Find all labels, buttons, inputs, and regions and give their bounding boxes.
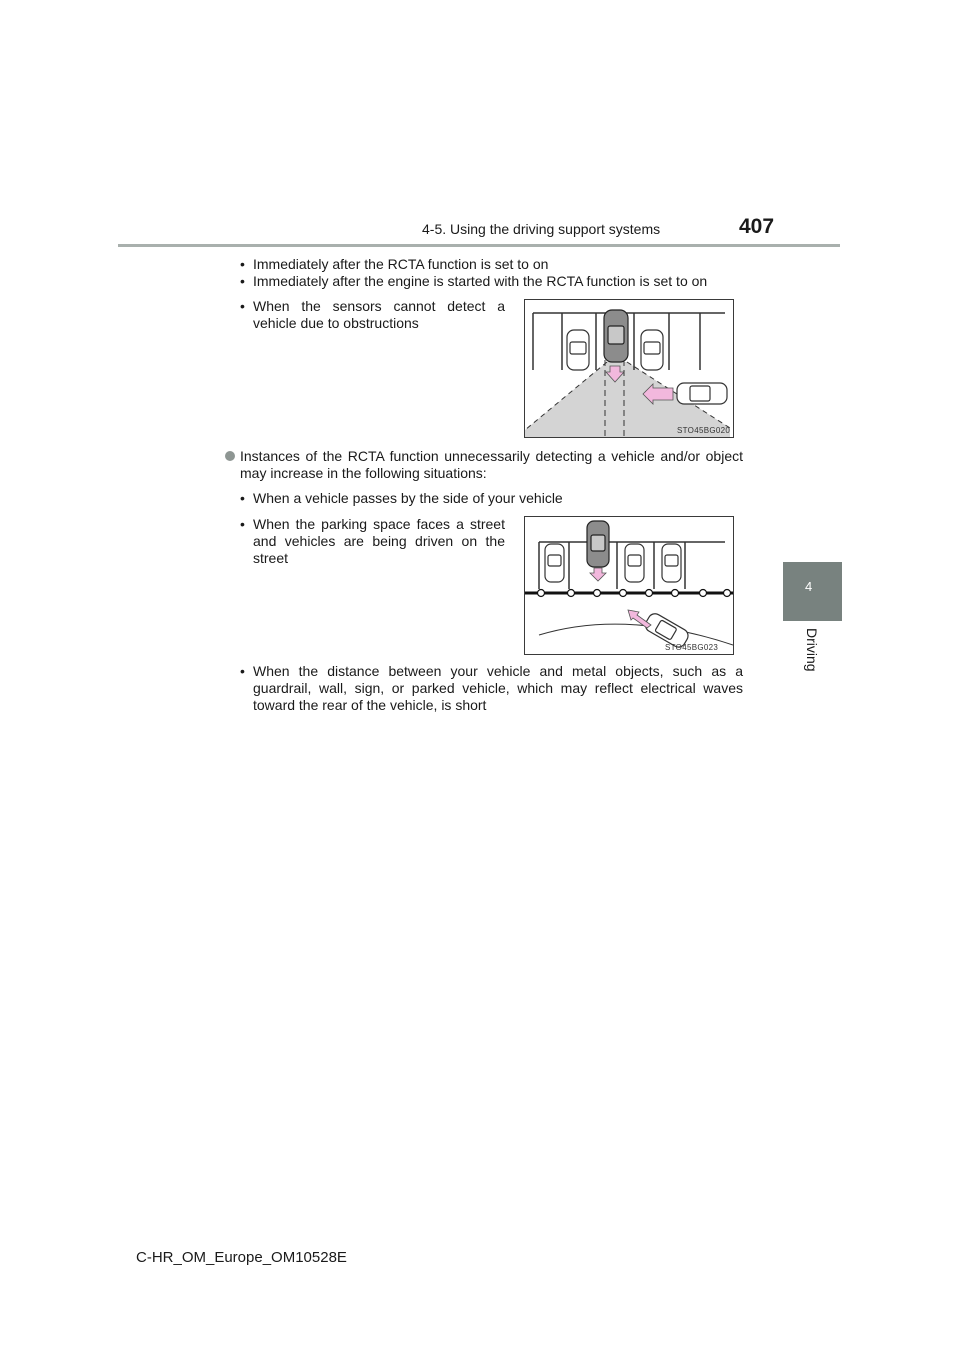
own-vehicle [587,521,609,567]
bullet-dot: • [240,516,245,532]
road-edge [539,624,733,645]
section-title: 4-5. Using the driving support systems [422,221,661,237]
figure-code: STO45BG020 [677,426,731,435]
street-parking-illustration [525,517,733,654]
list-item [240,273,760,290]
figure-code: STO45BG023 [665,643,719,652]
header-divider [118,244,840,247]
bullet-text: When the parking space faces a street and vehicles are being driven on the street [253,516,505,566]
bullet-dot: • [240,256,245,272]
parked-car [662,544,681,582]
bullet-text: Immediately after the RCTA function is set to on [253,256,549,272]
parked-car [625,544,644,582]
bullet-text: When a vehicle passes by the side of your vehicle [253,490,563,506]
approaching-vehicle [677,383,727,404]
chapter-number: 4 [805,579,813,594]
parked-car [567,330,589,370]
bullet-dot: • [240,298,245,314]
figure-street [524,516,734,655]
list-item [240,663,760,717]
parked-car [545,544,564,582]
list-item [240,256,760,273]
page-number: 407 [739,215,775,238]
chapter-label [780,628,844,684]
bullet-dot: • [240,663,245,679]
list-item [240,490,760,507]
parking-detection-illustration [525,300,733,437]
figure-obstruction [524,299,734,438]
list-item [240,516,505,570]
bullet-text: When the sensors cannot detect a vehicle due to obstructions [253,298,505,331]
circle-bullet-icon [225,451,235,461]
bullet-text: Immediately after the engine is started with the RCTA function is set to on [253,273,708,289]
bullet-text: When the distance between your vehicle and metal objects, such as a guardrail, wall, sign, or parked vehicle, which may reflect electrical waves toward the rear of the vehicle, is short [253,663,743,713]
document-id: C-HR_OM_Europe_OM10528E [136,1249,347,1266]
chapter-tab [783,562,842,621]
reverse-arrow [590,568,606,581]
bullet-dot: • [240,490,245,506]
instances-paragraph: Instances of the RCTA function unnecessarily detecting a vehicle and/or object may increase in the following situations: [240,448,743,481]
parked-car [641,330,663,370]
chapter-title: Driving [804,628,820,672]
bullet-dot: • [240,273,245,289]
own-vehicle [604,310,628,362]
list-item [240,298,505,338]
